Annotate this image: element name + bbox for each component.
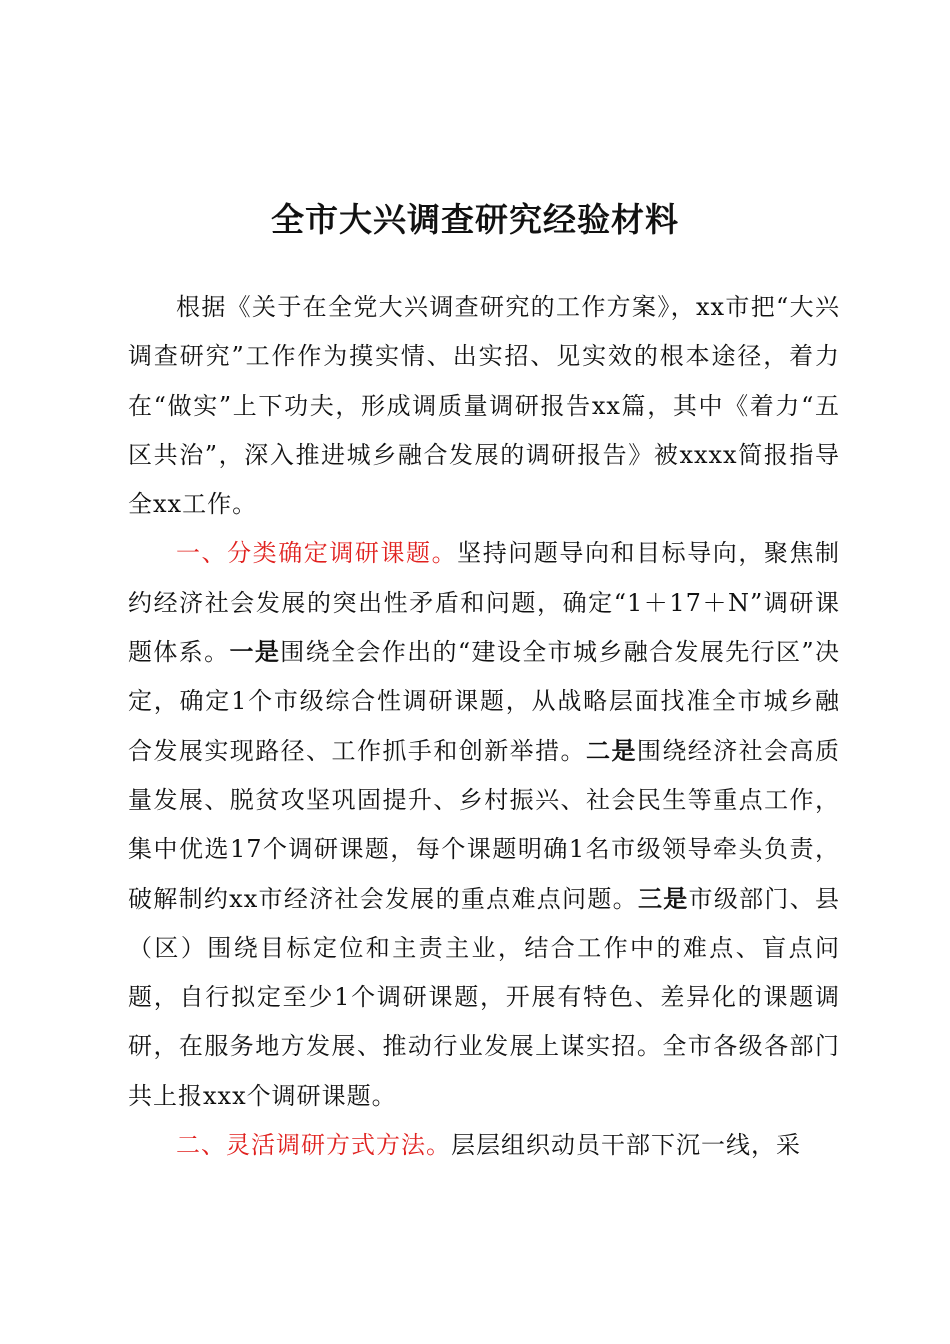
section-1-text-c: 围绕经济社会高质量发展、脱贫攻坚巩固提升、乡村振兴、社会民生等重点工作，集中优选17个调研课题，每个课题明确1名市级领导牵头负责，破解制约xx市经济社会发展的重点难点问题。 [128,736,841,913]
section-2-text-a: 层层组织动员干部下沉一线，采 [451,1131,801,1160]
section-1-mark-1: 一是 [229,638,281,667]
section-1-text-a: 坚持问题导向和目标导向，聚焦制约经济社会发展的突出性矛盾和问题，确定“1＋17＋N”调研课题体系。 [128,539,841,667]
section-1-mark-2: 二是 [586,736,637,765]
section-1-paragraph [128,529,840,1121]
section-1-mark-3: 三是 [637,884,689,913]
intro-paragraph [128,283,840,529]
document-title: 全市大兴调查研究经验材料 [271,200,679,239]
section-1-text-d: 市级部门、县（区）围绕目标定位和主责主业，结合工作中的难点、盲点问题，自行拟定至少1个调研课题，开展有特色、差异化的课题调研，在服务地方发展、推动行业发展上谋实招。全市各级各部门共上报xxx个调研课题。 [128,884,840,1110]
section-2-paragraph [128,1121,840,1170]
document-body [128,283,840,1170]
intro-text: 根据《关于在全党大兴调查研究的工作方案》，xx市把“大兴调查研究”工作作为摸实情、出实招、见实效的根本途径，着力在“做实”上下功夫，形成调质量调研报告xx篇，其中《着力“五区共治”，深入推进城乡融合发展的调研报告》被xxxx简报指导全xx工作。 [128,293,840,519]
section-2-heading: 二、灵活调研方式方法。 [176,1131,451,1160]
section-1-heading: 一、分类确定调研课题。 [176,539,458,568]
section-1-text-b: 围绕全会作出的“建设全市城乡融合发展先行区”决定，确定1个市级综合性调研课题，从战略层面找准全市城乡融合发展实现路径、工作抓手和创新举措。 [128,638,841,765]
